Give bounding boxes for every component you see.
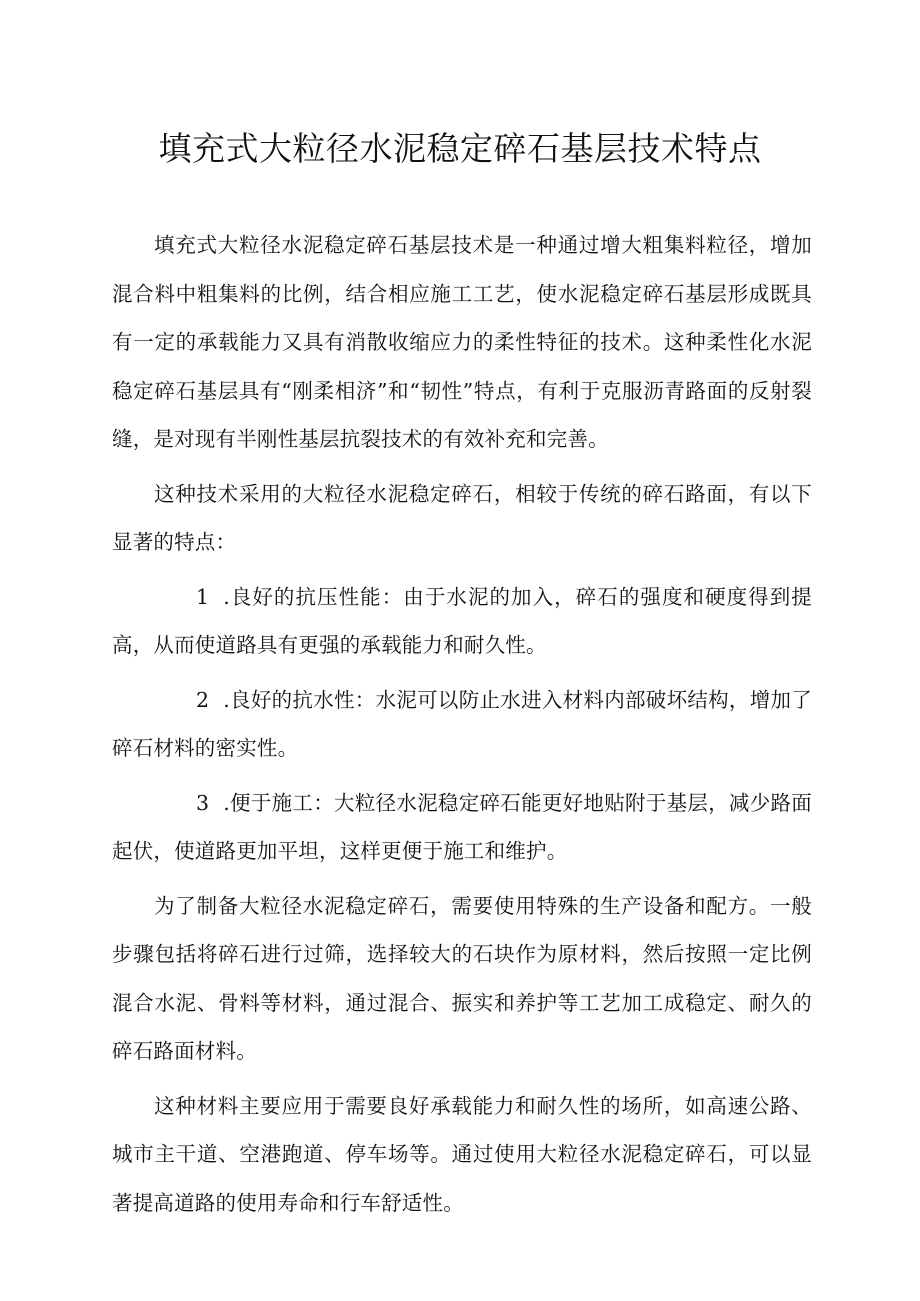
- list-item-1: [112, 573, 812, 670]
- list-item-number: 1: [196, 584, 210, 609]
- document-body: [112, 221, 812, 1233]
- list-item-text: .便于施工：大粒径水泥稳定碎石能更好地贴附于基层，减少路面起伏，使道路更加平坦，这样更便于施工和维护。: [112, 790, 812, 863]
- paragraph-applications: 这种材料主要应用于需要良好承载能力和耐久性的场所，如高速公路、城市主干道、空港跑道、停车场等。通过使用大粒径水泥稳定碎石，可以显著提高道路的使用寿命和行车舒适性。: [112, 1093, 812, 1215]
- list-item-number: 3: [196, 790, 210, 815]
- paragraph-features-lead: 这种技术采用的大粒径水泥稳定碎石，相较于传统的碎石路面，有以下显著的特点：: [112, 481, 812, 554]
- paragraph-intro: 填充式大粒径水泥稳定碎石基层技术是一种通过增大粗集料粒径，增加混合料中粗集料的比例，结合相应施工工艺，使水泥稳定碎石基层形成既具有一定的承载能力又具有消散收缩应力的柔性特征的技术。这种柔性化水泥稳定碎石基层具有“刚柔相济”和“韧性”特点，有利于克服沥青路面的反射裂缝，是对现有半刚性基层抗裂技术的有效补充和完善。: [112, 233, 812, 451]
- list-item-3: [112, 779, 812, 876]
- list-item-text: .良好的抗水性：水泥可以防止水进入材料内部破坏结构，增加了碎石材料的密实性。: [112, 687, 812, 760]
- list-item-number: 2: [196, 687, 210, 712]
- list-item-text: .良好的抗压性能：由于水泥的加入，碎石的强度和硬度得到提高，从而使道路具有更强的承载能力和耐久性。: [112, 584, 812, 657]
- document-title: 填充式大粒径水泥稳定碎石基层技术特点: [158, 129, 762, 168]
- list-item-2: [112, 676, 812, 773]
- paragraph-preparation: 为了制备大粒径水泥稳定碎石，需要使用特殊的生产设备和配方。一般步骤包括将碎石进行过筛，选择较大的石块作为原材料，然后按照一定比例混合水泥、骨料等材料，通过混合、振实和养护等工艺加工成稳定、耐久的碎石路面材料。: [112, 893, 812, 1063]
